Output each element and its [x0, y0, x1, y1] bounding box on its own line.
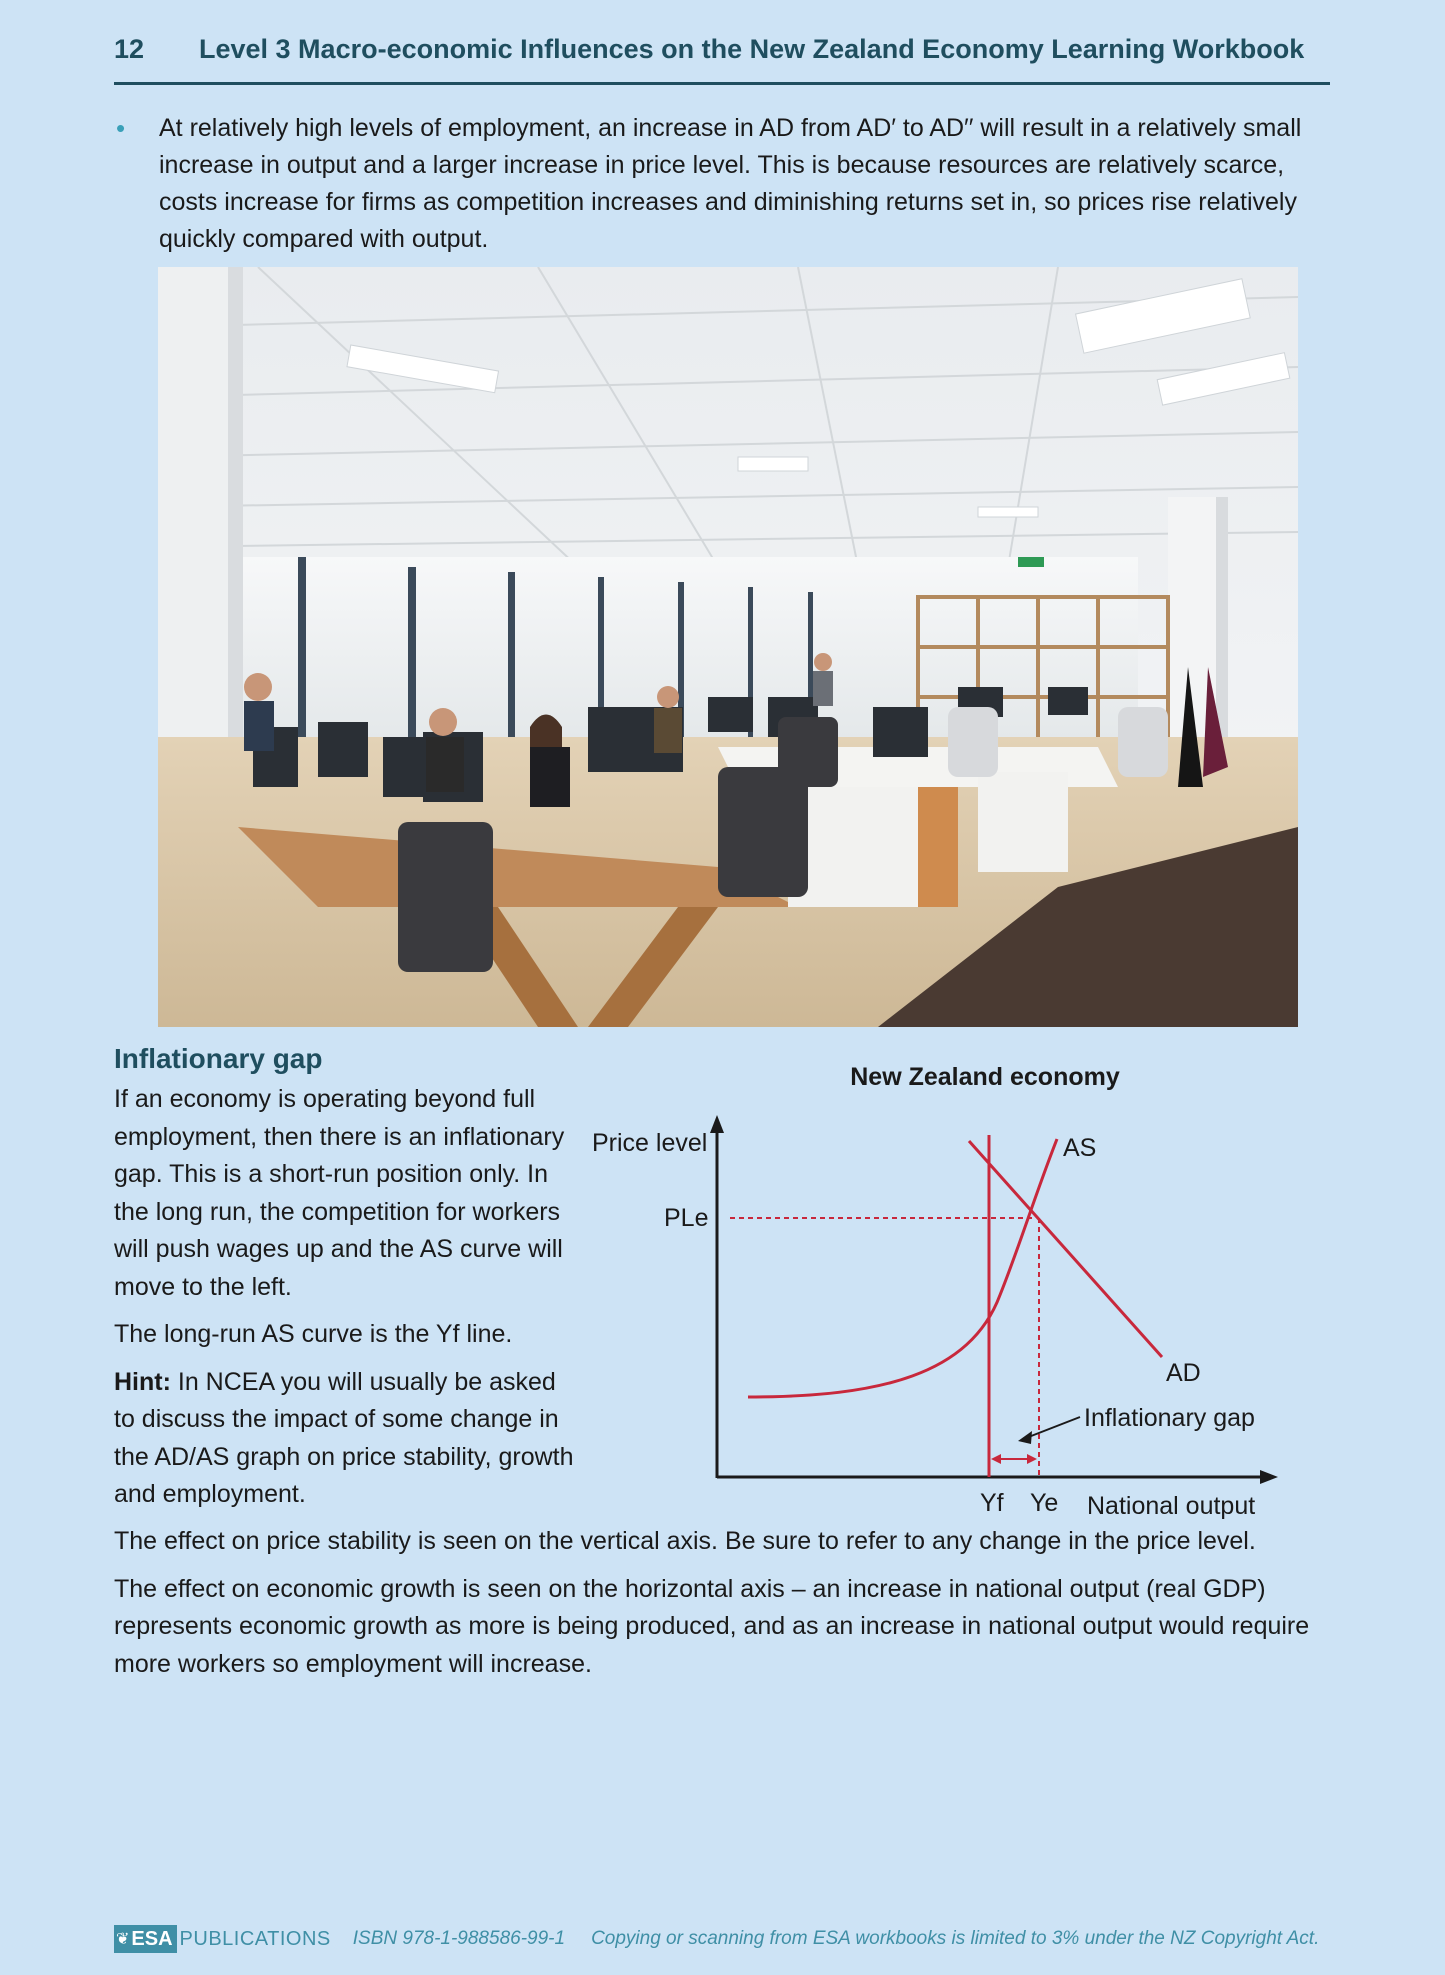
section-para-1: If an economy is operating beyond full employment, then there is an inflationary gap. This is a short-run position only. In the long run, the competition for workers will push wages up and the AS curve will move to the left. [114, 1085, 565, 1301]
as-curve [748, 1139, 1057, 1397]
hint-text: In NCEA you will usually be asked to discuss the impact of some change in the AD/AS graph on price stability, growth and employment. [114, 1367, 574, 1508]
bullet-dot-icon: • [116, 113, 126, 143]
leaf-icon: ❦ [116, 1931, 130, 1948]
bullet-paragraph [114, 110, 1314, 258]
logo-publications-text: PUBLICATIONS [179, 1927, 331, 1950]
header-rule [114, 82, 1330, 85]
body-para-2: The effect on economic growth is seen on the horizontal axis – an increase in national output (real GDP) represents economic growth as more is being produced, and as an increase in national output would require more workers so employment will increase. [114, 1574, 1310, 1678]
section-para-2: The long-run AS curve is the Yf line. [114, 1320, 513, 1348]
hint-label: Hint: [114, 1367, 171, 1396]
gap-pointer-line [1026, 1417, 1080, 1438]
adas-chart [580, 1055, 1280, 1525]
copyright-notice: Copying or scanning from ESA workbooks is limited to 3% under the NZ Copyright Act. [591, 1928, 1320, 1949]
x-axis-arrow [1260, 1470, 1278, 1484]
yf-label: Yf [980, 1489, 1004, 1517]
y-axis-label: Price level [592, 1129, 708, 1157]
gap-arrow-right [1027, 1454, 1037, 1464]
ye-label: Ye [1030, 1489, 1059, 1517]
section-left-column [114, 1081, 574, 1524]
bullet-text: At relatively high levels of employment, an increase in AD from AD′ to AD′′ will result in a relatively small increase in output and a larger increase in price level. This is because resources are relatively scarce, costs increase for firms as competition increases and diminishing returns set in, so prices rise relatively quickly compared with output. [159, 114, 1302, 253]
office-photo [158, 267, 1298, 1027]
page-header [114, 34, 1330, 65]
gap-arrow-left [991, 1454, 1001, 1464]
section-title: Inflationary gap [114, 1043, 323, 1074]
page-number: 12 [114, 34, 145, 64]
body-text [114, 1523, 1334, 1693]
ad-curve [969, 1141, 1162, 1357]
hint-paragraph [114, 1364, 574, 1514]
y-axis-arrow [710, 1115, 724, 1133]
as-label: AS [1063, 1134, 1097, 1162]
ad-label: AD [1166, 1359, 1201, 1387]
page-footer [114, 1924, 1330, 1954]
book-title: Level 3 Macro-economic Influences on the New Zealand Economy Learning Workbook [199, 34, 1305, 64]
isbn-text: ISBN 978-1-988586-99-1 [352, 1928, 566, 1949]
logo-bold-text: ESA [131, 1927, 173, 1950]
chart-title: New Zealand economy [850, 1063, 1120, 1091]
body-para-1: The effect on price stability is seen on the vertical axis. Be sure to refer to any change in the price level. [114, 1527, 1256, 1555]
gap-label: Inflationary gap [1084, 1404, 1255, 1432]
ple-label: PLe [664, 1204, 709, 1232]
esa-logo [114, 1925, 177, 1953]
gap-pointer-arrow [1018, 1431, 1032, 1444]
office-photo-illustration [158, 267, 1298, 1027]
x-axis-label: National output [1087, 1492, 1256, 1520]
